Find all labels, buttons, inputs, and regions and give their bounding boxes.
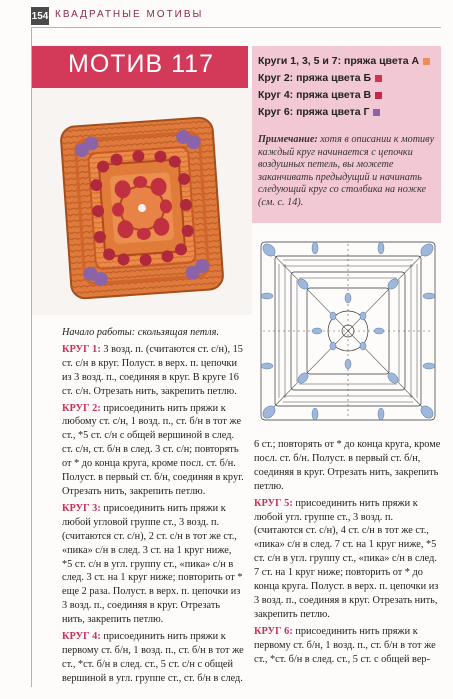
round-text: присоединить нить пряжи к любому ст. с/н, 1 возд. п., ст. б/н в тот же ст., *5 ст. с/н с общей вершиной в след. ст. с/н, ст. б/н в след. 3 ст. с/н; повторять от * до конца круга, кроме посл. ст. б/н. Полуст. в первый ст. б/н, соединяя в круг. Отрезать нить, закрепить петлю. (62, 402, 244, 497)
motif-title: МОТИВ 117 (68, 50, 214, 78)
yarn-item (258, 55, 430, 67)
round-1 (62, 343, 244, 399)
round-3 (62, 502, 244, 627)
yarn-label: Круги 1, 3, 5 и 7: пряжа цвета А (258, 55, 420, 67)
round-key: КРУГ 6: (254, 625, 293, 637)
round-key: КРУГ 4: (62, 631, 101, 643)
round-text: присоединить нить пряжи к первому ст. б/н, 1 возд. п., ст. б/н в тот же ст., *ст. б/н в след. ст., 5 ст. с общей вер- (254, 625, 436, 665)
round-6 (254, 625, 441, 667)
yarn-label: Круг 4: пряжа цвета В (258, 89, 372, 101)
start-line: Начало работы: скользящая петля. (62, 327, 220, 338)
instructions-left (62, 326, 244, 689)
color-swatch-icon (373, 109, 380, 116)
round-key: КРУГ 5: (254, 497, 293, 509)
motif-photo (32, 88, 252, 315)
round-5 (254, 497, 441, 622)
yarn-label: Круг 6: пряжа цвета Г (258, 106, 370, 118)
section-title: КВАДРАТНЫЕ МОТИВЫ (55, 9, 204, 20)
yarn-item (258, 89, 382, 101)
yarn-label: Круг 2: пряжа цвета Б (258, 72, 372, 84)
round-key: КРУГ 3: (62, 502, 101, 514)
note-label: Примечание: (258, 134, 318, 145)
round-4 (62, 630, 244, 686)
round-text: 3 возд. п. (считаются ст. с/н), 15 ст. с/н в круг. Полуст. в верх. п. цепочки из 3 возд. п., соединяя в круг. В круге 16 ст. с/н. Отрезать нить, закрепить петлю. (62, 343, 243, 397)
motif-photo-image (32, 88, 252, 315)
round-key: КРУГ 2: (62, 402, 101, 414)
color-swatch-icon (423, 58, 430, 65)
yarn-item (258, 72, 382, 84)
round-text: присоединить нить пряжи к любой угл. группе ст., 3 возд. п. (считаются ст. с/н), 4 ст. с/н в тот же ст., «пика» с/н в след. 7 ст. на 1 круг ниже, *5 ст. с/н в угл. группу ст., «пика» с/н в след. 7 ст. на 1 круг ниже; повторить от * до конца круга. Полуст. в верх. п. цепочки из 3 возд. п., соединяя в круг. Отрезать нить, закрепить петлю. (254, 497, 439, 620)
yarn-item (258, 106, 380, 118)
crochet-chart (255, 236, 441, 426)
round-2 (62, 402, 244, 499)
round-text: присоединить нить пряжи к первому ст. б/н, 1 возд. п., ст. б/н в тот же ст., *ст. б/н в след. ст., 5 ст. с/н с общей вершиной в угл. группе ст., ст. б/н в след. (62, 631, 244, 684)
note (258, 134, 436, 210)
color-swatch-icon (375, 75, 382, 82)
header-rule (31, 27, 441, 28)
color-swatch-icon (375, 92, 382, 99)
crochet-chart-image (255, 236, 441, 426)
round-text: присоединить нить пряжи к любой угловой группе ст., 3 возд. п. (считаются ст. с/н), 2 ст. с/н в тот же ст., «пика» с/н в след. 3 ст. на 1 круг ниже, *5 ст. с/н в угл. группу ст., «пика» с/н в след. 3 ст. на 1 круг ниже; повторить от * еще 2 раза. Полуст. в верх. п. цепочки из 3 возд. п., соединяя в круг. Отрезать нить, закрепить петлю. (62, 502, 243, 626)
instructions-right (254, 438, 441, 670)
round-key: КРУГ 1: (62, 343, 101, 355)
note-text: хотя в описании к мотиву каждый круг начинается с цепочки воздушных петель, вы можете заканчивать предыдущий и начинать следующий круг со столбика на ножке (см. с. 14). (258, 134, 435, 208)
round-4-continuation: 6 ст.; повторять от * до конца круга, кроме посл. ст. б/н. Полуст. в первый ст. б/н, соединяя в круг. Отрезать нить, закрепить петлю. (254, 439, 441, 492)
page-number: 154 (31, 7, 49, 25)
